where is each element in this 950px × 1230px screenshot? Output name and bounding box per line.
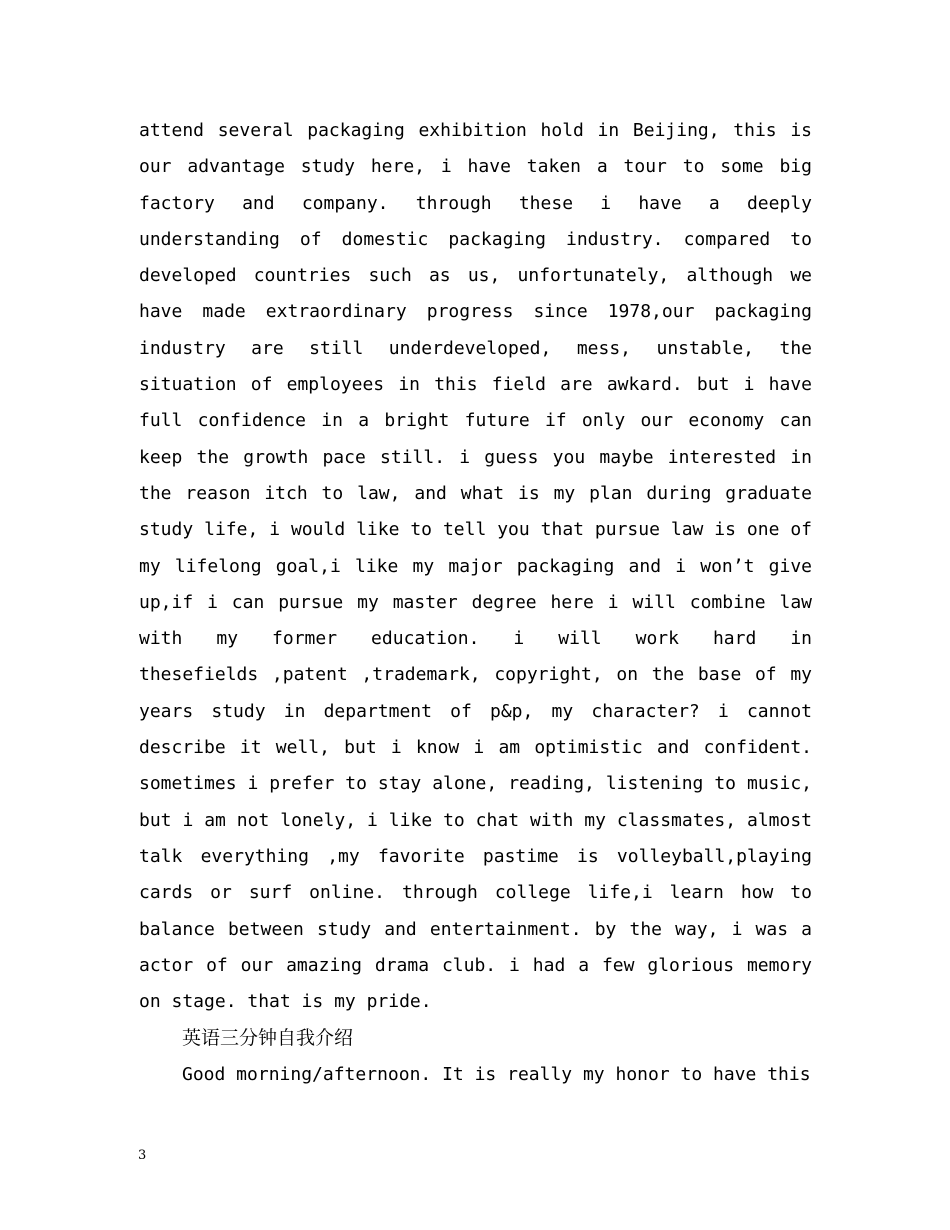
page-number: 3 — [138, 1148, 147, 1163]
paragraph-line: attend several packaging exhibition hold in Beijing, this is — [139, 120, 812, 141]
paragraph-line: keep the growth pace still. i guess you maybe interested in — [139, 446, 812, 468]
paragraph-line: the reason itch to law, and what is my plan during graduate — [139, 482, 812, 504]
paragraph-line: industry are still underdeveloped, mess, unstable, the — [139, 337, 812, 359]
paragraph-line: but i am not lonely, i like to chat with my classmates, almost — [139, 809, 812, 831]
paragraph-line: our advantage study here, i have taken a tour to some big — [139, 156, 812, 178]
paragraph-line: factory and company. through these i have a deeply — [139, 192, 812, 214]
paragraph-line: on stage. that is my pride. — [139, 991, 432, 1013]
paragraph-line: understanding of domestic packaging industry. compared to — [139, 228, 812, 250]
paragraph-line: actor of our amazing drama club. i had a few glorious memory — [139, 954, 812, 976]
paragraph-line: up,if i can pursue my master degree here i will combine law — [139, 591, 812, 613]
paragraph-line: study life, i would like to tell you that pursue law is one of — [139, 519, 812, 541]
next-paragraph-line: Good morning/afternoon. It is really my honor to have this — [182, 1063, 811, 1085]
paragraph-line: balance between study and entertainment. by the way, i was a — [139, 918, 812, 940]
document-body — [139, 113, 812, 1093]
section-heading: 英语三分钟自我介绍 — [182, 1027, 354, 1050]
paragraph-line: have made extraordinary progress since 1978,our packaging — [139, 301, 812, 323]
paragraph-line: cards or surf online. through college life,i learn how to — [139, 882, 812, 904]
paragraph-line: with my former education. i will work hard in — [139, 628, 812, 650]
paragraph-line: talk everything ,my favorite pastime is volleyball,playing — [139, 845, 812, 867]
paragraph-line: situation of employees in this field are awkard. but i have — [139, 374, 812, 396]
paragraph-line: thesefields ,patent ,trademark, copyright, on the base of my — [139, 664, 812, 686]
paragraph-line: sometimes i prefer to stay alone, reading, listening to music, — [139, 773, 812, 795]
paragraph-line: full confidence in a bright future if only our economy can — [139, 410, 812, 432]
paragraph-line: years study in department of p&p, my character? i cannot — [139, 700, 812, 722]
paragraph-line: describe it well, but i know i am optimistic and confident. — [139, 737, 812, 759]
paragraph-line: developed countries such as us, unfortunately, although we — [139, 265, 812, 287]
paragraph-line: my lifelong goal,i like my major packaging and i won’t give — [139, 555, 812, 577]
